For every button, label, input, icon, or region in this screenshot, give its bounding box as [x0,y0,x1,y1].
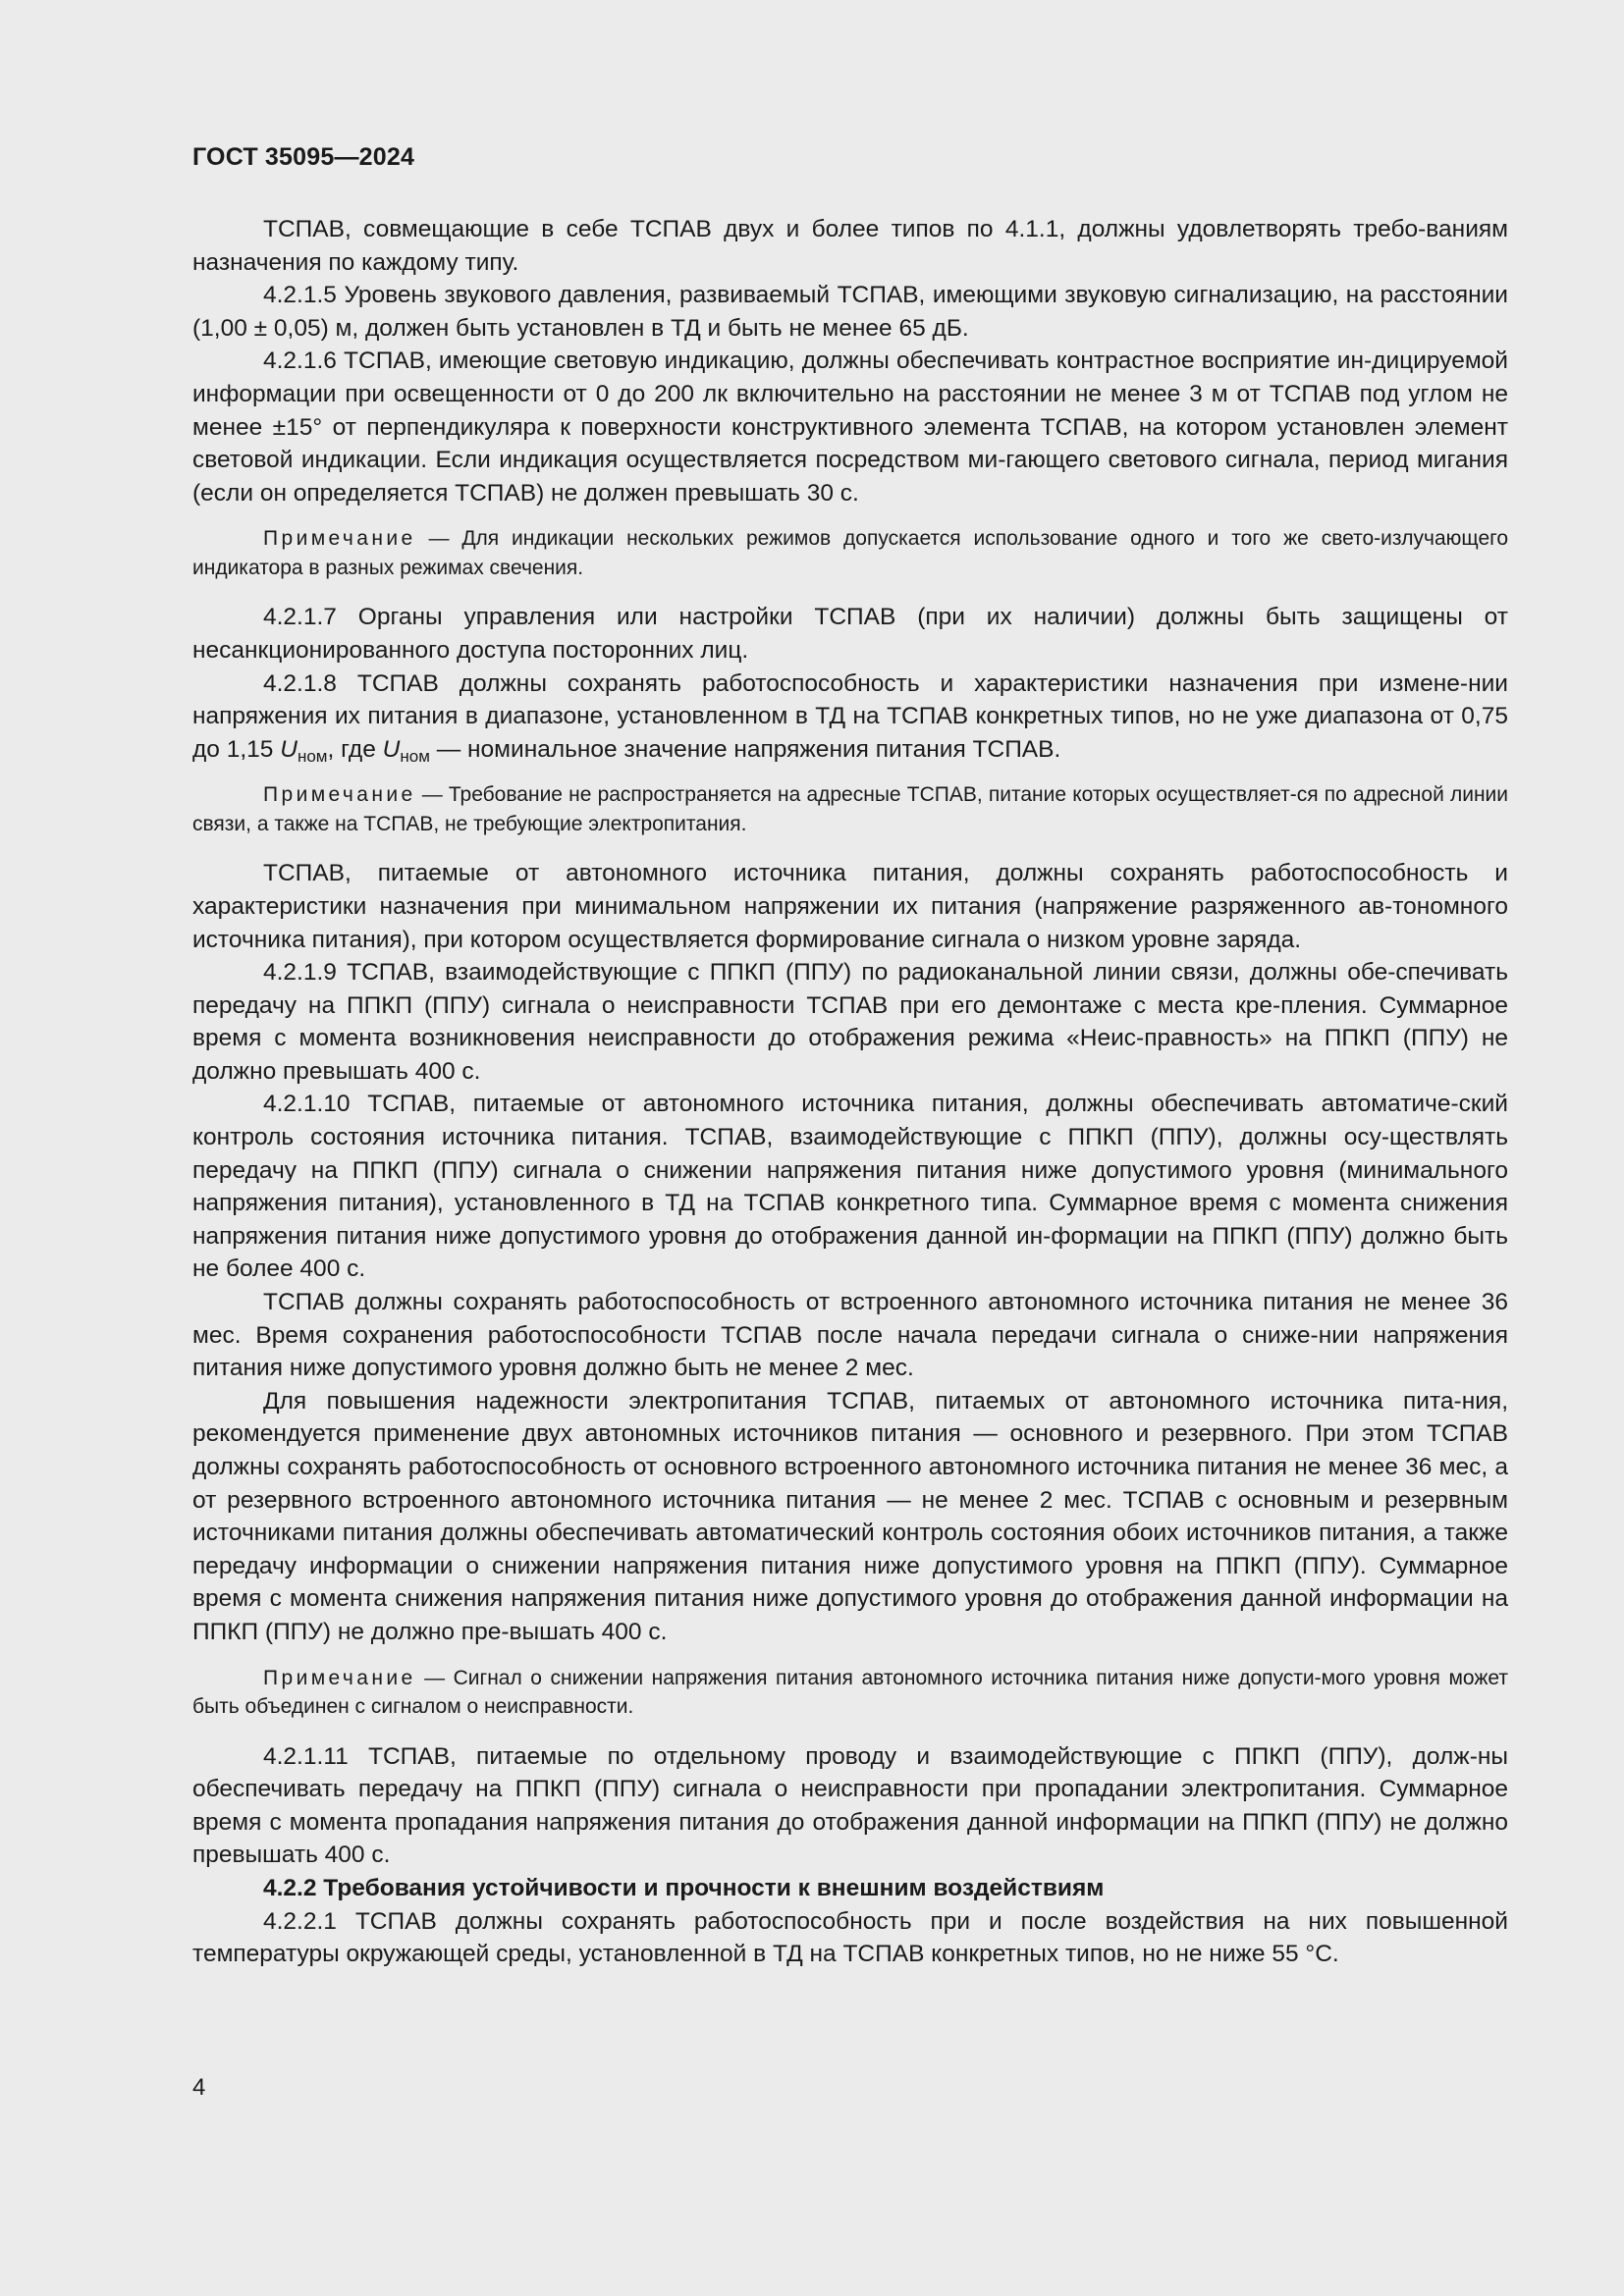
paragraph-4-2-1-7: 4.2.1.7 Органы управления или настройки ТСПАВ (при их наличии) должны быть защищены от несанкционированного доступа посторонних лиц. [192,604,1508,664]
note [192,780,1508,838]
paragraph: ТСПАВ, питаемые от автономного источника питания, должны сохранять работоспособность и характеристики назначения при минимальном напряжении их питания (напряжение разряженного ав-тономного источника питания), при котором осуществляется формирование сигнала о низком уровне заряда. [192,860,1508,953]
paragraph-4-2-1-10: 4.2.1.10 ТСПАВ, питаемые от автономного источника питания, должны обеспечивать автоматиче-ский контроль состояния источника питания. ТСПАВ, взаимодействующие с ППКП (ППУ), должны осу-ществлять передачу на ППКП (ППУ) сигнала о снижении напряжения питания ниже допустимого уровня (минимального напряжения питания), установленного в ТД на ТСПАВ конкретного типа. Суммарное время с момента снижения напряжения питания ниже допустимого уровня до отображения данной ин-формации на ППКП (ППУ) должно быть не более 400 с. [192,1091,1508,1283]
note-label: Примечание [263,783,416,807]
note-label: Примечание [263,1666,416,1689]
paragraph-4-2-1-11: 4.2.1.11 ТСПАВ, питаемые по отдельному проводу и взаимодействующие с ППКП (ППУ), долж-ны обеспечивать передачу на ППКП (ППУ) сигнала о неисправности при пропадании электропитания. Суммарное время с момента пропадания напряжения питания до отображения данной информации на ППКП (ППУ) не должно превышать 400 с. [192,1742,1508,1869]
paragraph: ТСПАВ, совмещающие в себе ТСПАВ двух и более типов по 4.1.1, должны удовлетворять требо-ваниям назначения по каждому типу. [192,216,1508,276]
paragraph-4-2-2-1: 4.2.2.1 ТСПАВ должны сохранять работоспособность при и после воздействия на них повышенной температуры окружающей среды, установленной в ТД на ТСПАВ конкретных типов, но не ниже 55 °С. [192,1907,1508,1968]
variable-u: U [280,735,298,763]
subscript-nom: ном [297,746,328,766]
note-text: — Сигнал о снижении напряжения питания автономного источника питания ниже допусти-мого уровня может быть объединен с сигналом о неисправности. [192,1666,1508,1719]
paragraph-4-2-1-5: 4.2.1.5 Уровень звукового давления, развиваемый ТСПАВ, имеющими звуковую сигнализацию, на расстоянии (1,00 ± 0,05) м, должен быть установлен в ТД и быть не менее 65 дБ. [192,282,1508,342]
variable-u: U [382,735,401,763]
paragraph-4-2-1-6: 4.2.1.6 ТСПАВ, имеющие световую индикацию, должны обеспечивать контрастное восприятие ин-дицируемой информации при освещенности от 0 до 200 лк включительно на расстоянии не менее 3 м от ТСПАВ под углом не менее ±15° от перпендикуляра к поверхности конструктивного элемента ТСПАВ, на котором установлен элемент световой индикации. Если индикация осуществляется посредством ми-гающего светового сигнала, период мигания (если он определяется ТСПАВ) не должен превышать 30 с. [192,347,1508,507]
note [192,1664,1508,1722]
page-number: 4 [192,2074,206,2101]
note-text: — Для индикации нескольких режимов допускается использование одного и того же свето-излучающего индикатора в разных режимах свечения. [192,527,1508,579]
note-label: Примечание [263,527,416,551]
section-heading-4-2-2: 4.2.2 Требования устойчивости и прочности к внешним воздействиям [263,1874,1105,1901]
paragraph-4-2-1-8: 4.2.1.8 ТСПАВ должны сохранять работоспособность и характеристики назначения при измене-нии напряжения их питания в диапазоне, установленном в ТД на ТСПАВ конкретных типов, но не уже диапазона от 0,75 до 1,15 $U_{ном}$, где $U_{ном}$ — номинальное значение напряжения питания ТСПАВ. [192,669,1508,766]
document-header: ГОСТ 35095—2024 [192,143,415,171]
paragraph: Для повышения надежности электропитания ТСПАВ, питаемых от автономного источника пита-ния, рекомендуется применение двух автономных источников питания — основного и резервного. При этом ТСПАВ должны сохранять работоспособность от основного встроенного автономного источника питания не менее 36 мес, а от резервного встроенного автономного источника питания — не менее 2 мес. ТСПАВ с основным и резервным источниками питания должны обеспечивать автоматический контроль состояния обоих источников питания, а также передачу информации о снижении напряжения питания ниже допустимого уровня на ППКП (ППУ). Суммарное время с момента снижения напряжения питания ниже допустимого уровня до отображения данной информации на ППКП (ППУ) не должно пре-вышать 400 с. [192,1387,1508,1645]
paragraph: ТСПАВ должны сохранять работоспособность от встроенного автономного источника питания не менее 36 мес. Время сохранения работоспособности ТСПАВ после начала передачи сигнала о сниже-нии напряжения питания ниже допустимого уровня должно быть не менее 2 мес. [192,1289,1508,1382]
subscript-nom: ном [400,746,430,766]
document-page [192,145,1508,1971]
note-text: — Требование не распространяется на адресные ТСПАВ, питание которых осуществляет-ся по адресной линии связи, а также на ТСПАВ, не требующие электропитания. [192,783,1508,835]
note [192,524,1508,582]
paragraph-4-2-1-9: 4.2.1.9 ТСПАВ, взаимодействующие с ППКП (ППУ) по радиоканальной линии связи, должны обе-спечивать передачу на ППКП (ППУ) сигнала о неисправности ТСПАВ при его демонтаже с места кре-пления. Суммарное время с момента возникновения неисправности до отображения режима «Неис-правность» на ППКП (ППУ) не должно превышать 400 с. [192,959,1508,1085]
